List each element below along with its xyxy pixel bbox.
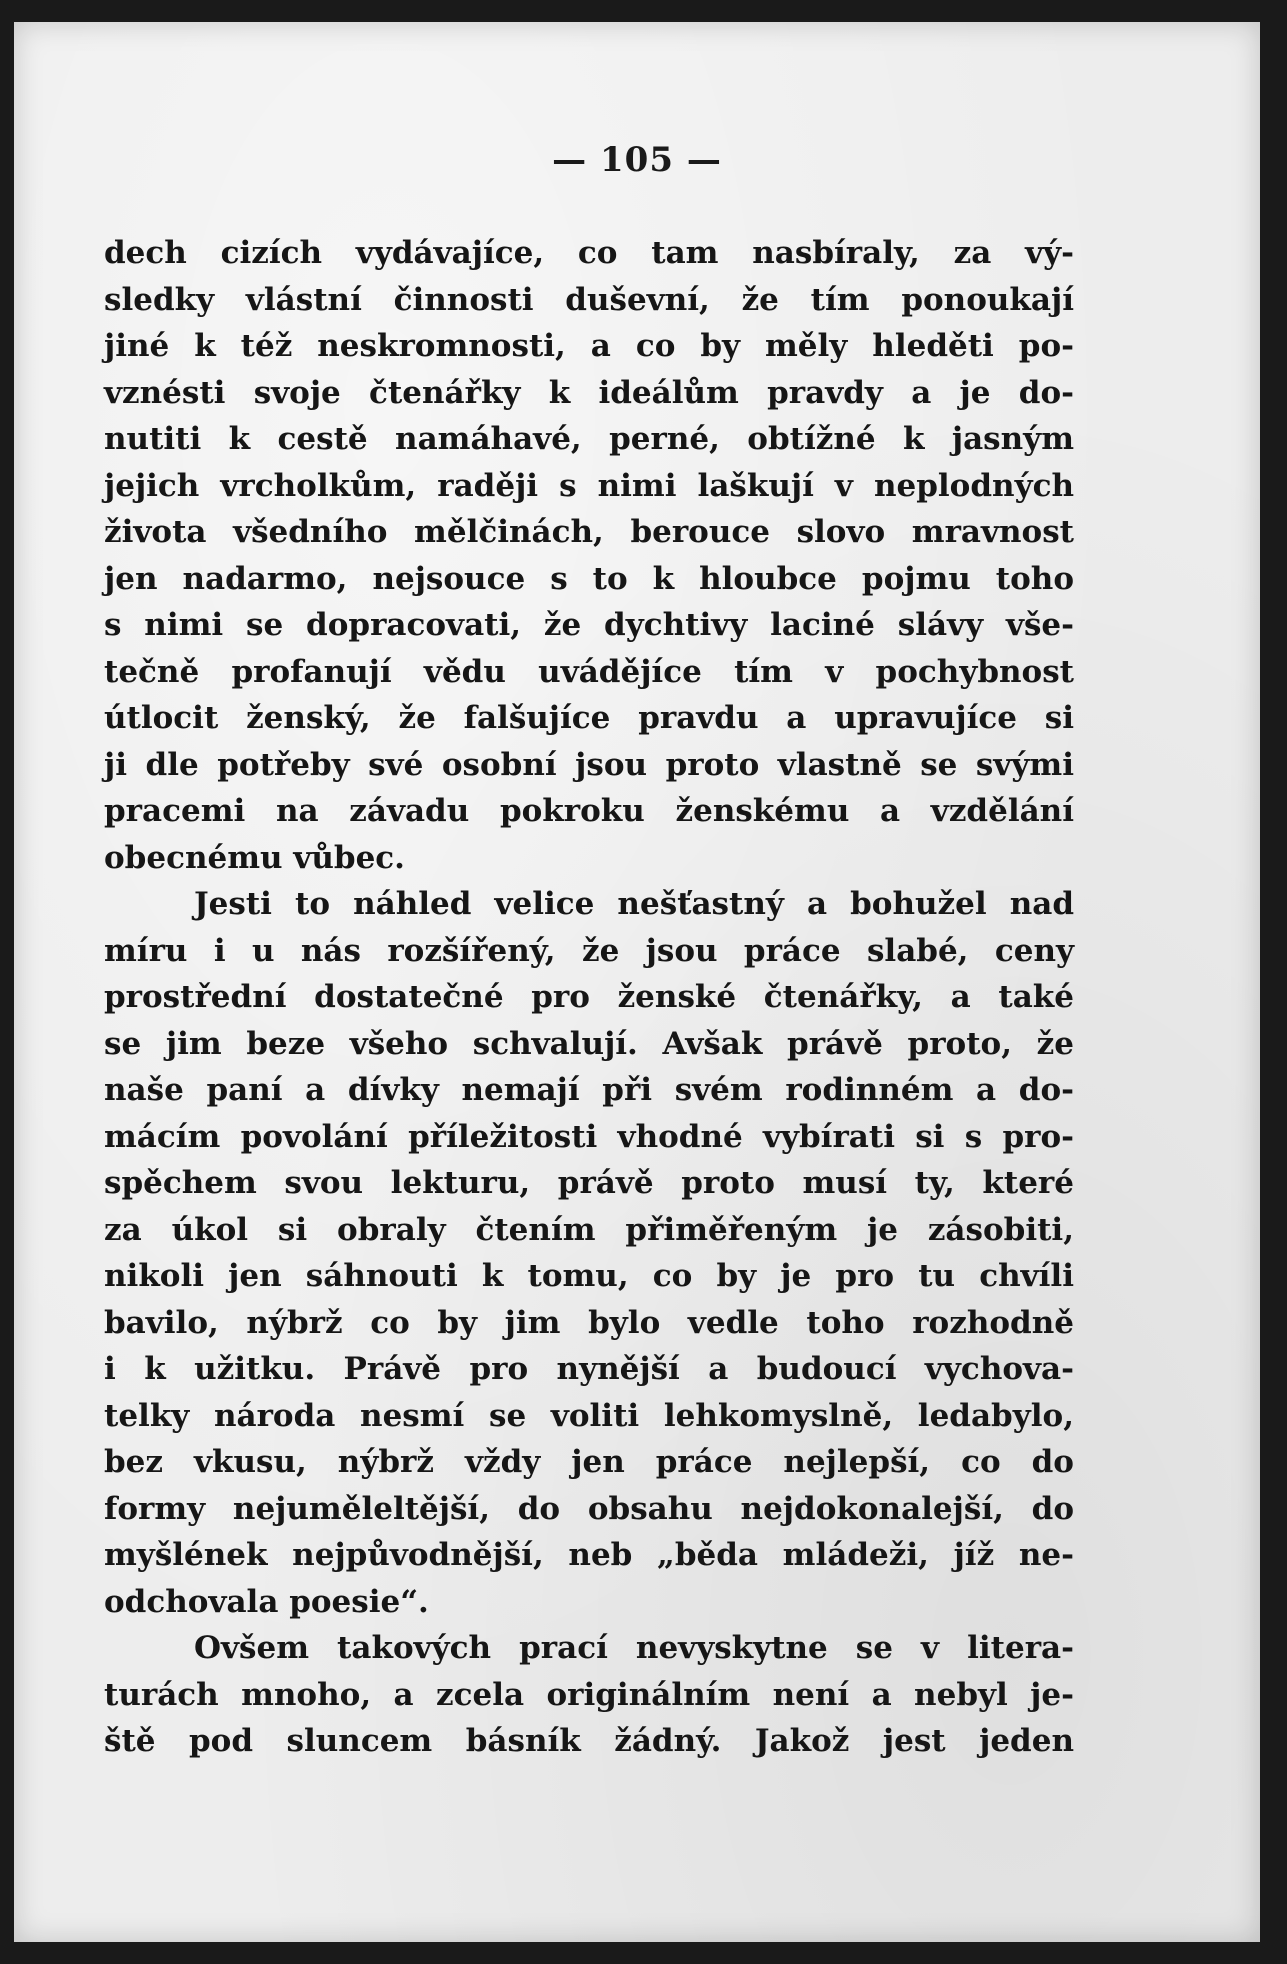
- text-line: odchovala poesie“.: [104, 1583, 429, 1620]
- text-line: ji dle potřeby své osobní jsou proto vlastně se svými: [104, 746, 1074, 783]
- text-line: míru i u nás rozšířený, že jsou práce slabé, ceny: [104, 932, 1074, 969]
- text-line: dech cizích vydávajíce, co tam nasbíraly, za vý-: [104, 235, 1074, 271]
- book-page: [14, 22, 1260, 1942]
- text-line: nikoli jen sáhnouti k tomu, co by je pro tu chvíli: [104, 1258, 1074, 1294]
- page-number: — 105 —: [552, 140, 722, 180]
- text-line: jejich vrcholkům, raději s nimi laškují v neplodných: [104, 467, 1074, 504]
- text-line: se jim beze všeho schvalují. Avšak právě proto, že: [104, 1025, 1074, 1062]
- text-line: s nimi se dopracovati, že dychtivy laciné slávy vše-: [104, 607, 1074, 643]
- text-line: jen nadarmo, nejsouce s to k hloubce pojmu toho: [104, 560, 1074, 597]
- paragraph: [104, 881, 1074, 1625]
- text-line: telky národa nesmí se voliti lehkomyslně, ledabylo,: [104, 1397, 1074, 1434]
- text-line: turách mnoho, a zcela originálním není a nebyl je-: [104, 1676, 1074, 1713]
- text-line: vznésti svoje čtenářky k ideálům pravdy a je do-: [104, 374, 1074, 411]
- text-line: spěchem svou lekturu, právě proto musí ty, které: [104, 1165, 1074, 1201]
- paragraph: [104, 230, 1074, 881]
- text-line: sledky vlástní činnosti duševní, že tím ponoukají: [104, 281, 1074, 318]
- text-line: naše paní a dívky nemají při svém rodinném a do-: [104, 1072, 1074, 1108]
- text-line: za úkol si obraly čtením přiměřeným je zásobiti,: [104, 1211, 1074, 1248]
- text-line: Ovšem takových prací nevyskytne se v litera-: [194, 1630, 1074, 1666]
- text-line: jiné k též neskromnosti, a co by měly hleděti po-: [104, 328, 1074, 364]
- text-line: ště pod sluncem básník žádný. Jakož jest jeden: [104, 1723, 1074, 1759]
- text-line: obecnému vůbec.: [104, 839, 405, 876]
- text-line: bavilo, nýbrž co by jim bylo vedle toho rozhodně: [104, 1304, 1074, 1341]
- text-line: i k užitku. Právě pro nynější a budoucí vychova-: [104, 1351, 1074, 1387]
- body-text: [104, 230, 1074, 1765]
- text-line: Jesti to náhled velice nešťastný a bohužel nad: [194, 886, 1074, 922]
- text-line: mácím povolání příležitosti vhodné vybírati si s pro-: [104, 1118, 1074, 1155]
- text-line: prostřední dostatečné pro ženské čtenářky, a také: [104, 979, 1074, 1015]
- text-line: pracemi na závadu pokroku ženskému a vzdělání: [104, 793, 1074, 829]
- text-line: útlocit ženský, že falšujíce pravdu a upravujíce si: [104, 700, 1074, 736]
- text-line: nutiti k cestě namáhavé, perné, obtížné k jasným: [104, 421, 1074, 457]
- text-line: tečně profanují vědu uvádějíce tím v pochybnost: [104, 653, 1074, 690]
- text-line: života všedního mělčinách, berouce slovo mravnost: [104, 514, 1074, 550]
- text-line: formy nejuměleltější, do obsahu nejdokonalejší, do: [104, 1490, 1074, 1527]
- text-line: myšlének nejpůvodnější, neb „běda mládeži, jíž ne-: [104, 1537, 1074, 1573]
- text-line: bez vkusu, nýbrž vždy jen práce nejlepší, co do: [104, 1444, 1074, 1480]
- paragraph: [104, 1625, 1074, 1765]
